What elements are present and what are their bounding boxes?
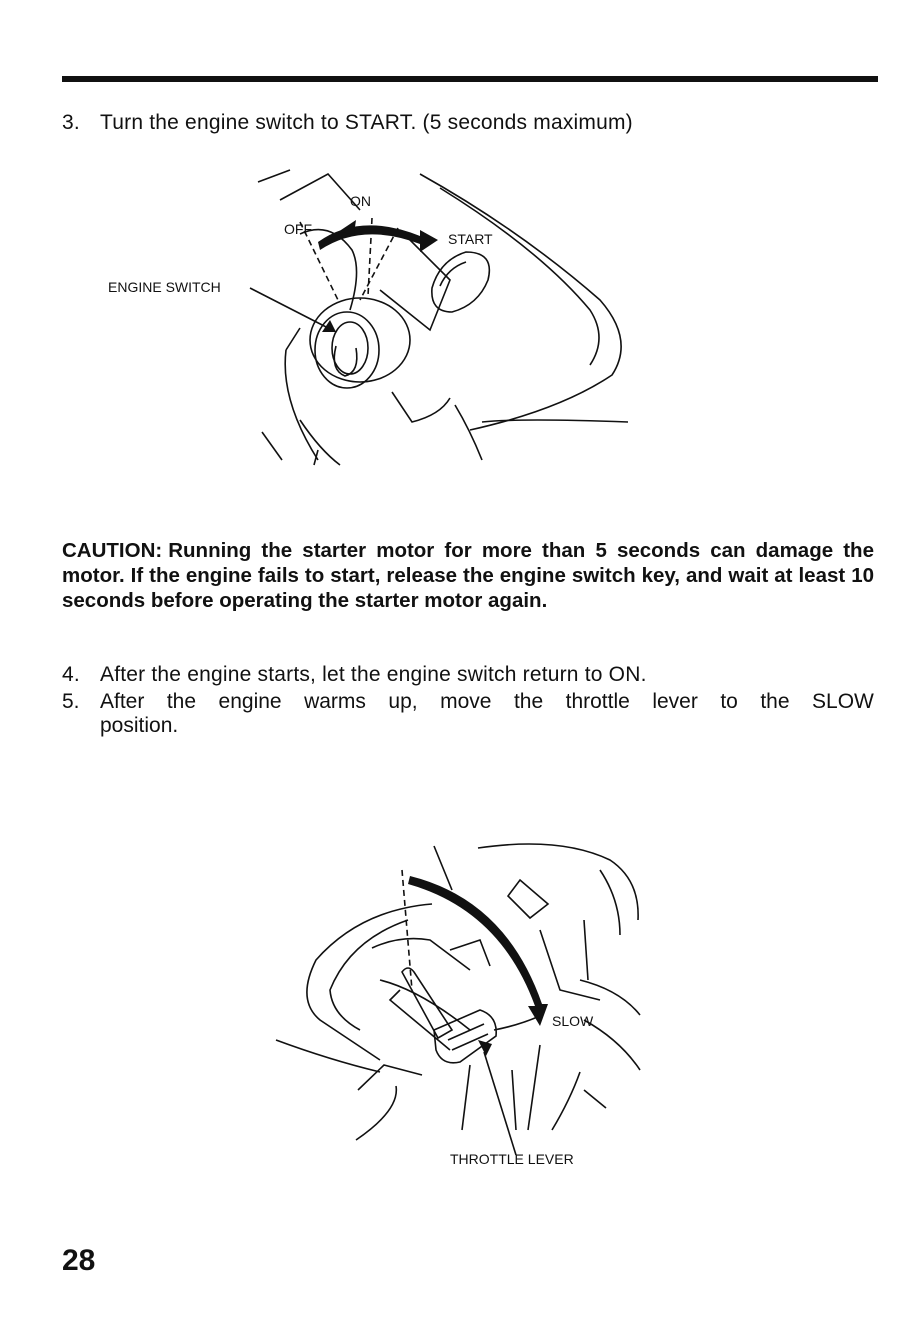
step-number: 3. (62, 111, 80, 134)
caution-paragraph (62, 538, 874, 613)
start-label: START (448, 231, 493, 247)
off-label: OFF (284, 221, 312, 237)
step-text: Turn the engine switch to START. (5 seconds maximum) (100, 111, 633, 134)
step-word: SLOW (812, 690, 874, 713)
step-number: 5. (62, 690, 80, 713)
step-word: the (760, 690, 790, 713)
step-word: to (720, 690, 738, 713)
step-word: move (440, 690, 492, 713)
step-3 (62, 110, 633, 136)
engine-switch-label: ENGINE SWITCH (108, 279, 221, 295)
step-4 (62, 662, 647, 688)
caution-text: Running the starter motor for more than 5 seconds can damage the motor. If the engine fails to start, release the engine switch key, and wait at least 10 seconds before operating the starter motor again. (62, 539, 874, 612)
step-word: throttle (565, 690, 630, 713)
step-word: the (513, 690, 544, 713)
step-word: After (100, 690, 145, 713)
on-label: ON (350, 193, 371, 209)
page-number: 28 (62, 1244, 96, 1277)
slow-label: SLOW (552, 1013, 594, 1029)
throttle-lever-illustration (0, 840, 904, 1170)
step-text-continued: position. (100, 714, 179, 737)
step-word: lever (652, 690, 698, 713)
step-text: After the engine starts, let the engine switch return to ON. (100, 663, 647, 686)
step-5 (62, 690, 874, 738)
step-word: the (166, 690, 197, 713)
step-word: up, (388, 690, 418, 713)
header-rule (62, 76, 878, 82)
step-word: warms (304, 690, 366, 713)
step-number: 4. (62, 663, 80, 686)
caution-label: CAUTION: (62, 539, 163, 562)
step-word: engine (218, 690, 282, 713)
throttle-lever-label: THROTTLE LEVER (450, 1151, 574, 1167)
engine-switch-illustration (0, 160, 904, 490)
